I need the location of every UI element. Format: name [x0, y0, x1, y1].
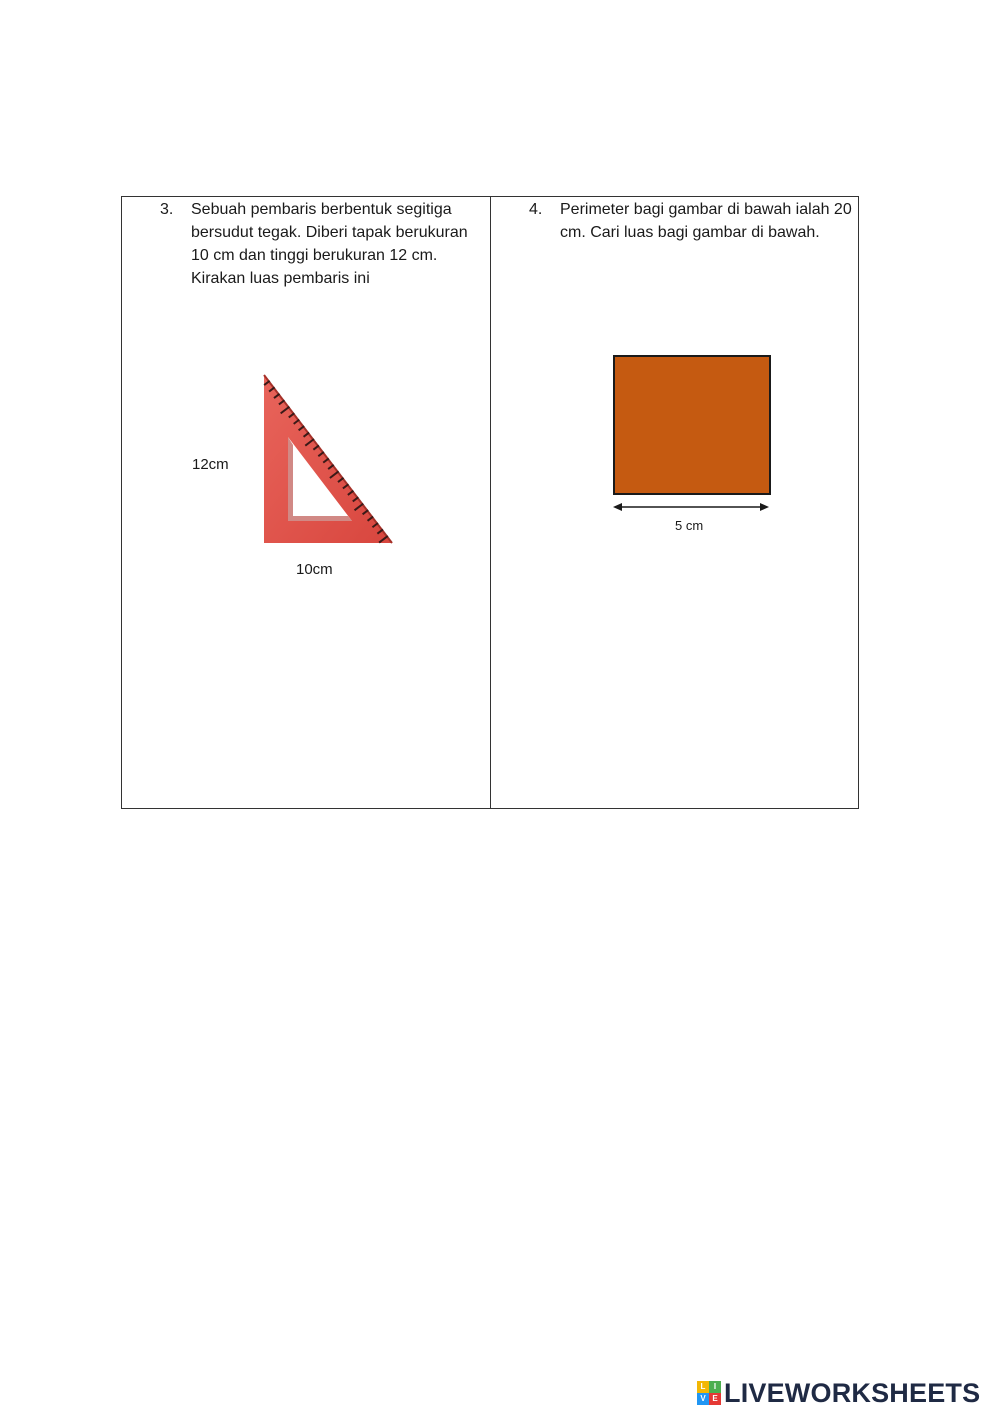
liveworksheets-wordmark: LIVEWORKSHEETS [724, 1377, 981, 1408]
question-4-number: 4. [529, 201, 543, 218]
question-3-cell [122, 197, 491, 808]
set-square-ruler-icon [260, 371, 396, 549]
liveworksheets-logo-icon [697, 1381, 721, 1405]
liveworksheets-brand [697, 1376, 980, 1410]
question-4-cell [491, 197, 859, 808]
ruler-base-label: 10cm [296, 561, 333, 578]
logo-letter: V [697, 1393, 709, 1405]
square-shape [614, 356, 770, 494]
question-3-number: 3. [160, 201, 174, 218]
question-3-text: Sebuah pembaris berbentuk segitiga bersudut tegak. Diberi tapak berukuran 10 cm dan tinggi berukuran 12 cm. Kirakan luas pembaris ini [191, 201, 468, 287]
logo-letter: I [709, 1381, 721, 1393]
worksheet-table [121, 196, 859, 809]
logo-letter: E [709, 1393, 721, 1405]
dimension-arrow [613, 503, 769, 511]
square-side-label: 5 cm [675, 518, 704, 533]
question-4-text: Perimeter bagi gambar di bawah ialah 20 cm. Cari luas bagi gambar di bawah. [560, 201, 852, 241]
logo-letter: L [697, 1381, 709, 1393]
square-figure [611, 353, 776, 518]
ruler-height-label: 12cm [192, 456, 229, 473]
